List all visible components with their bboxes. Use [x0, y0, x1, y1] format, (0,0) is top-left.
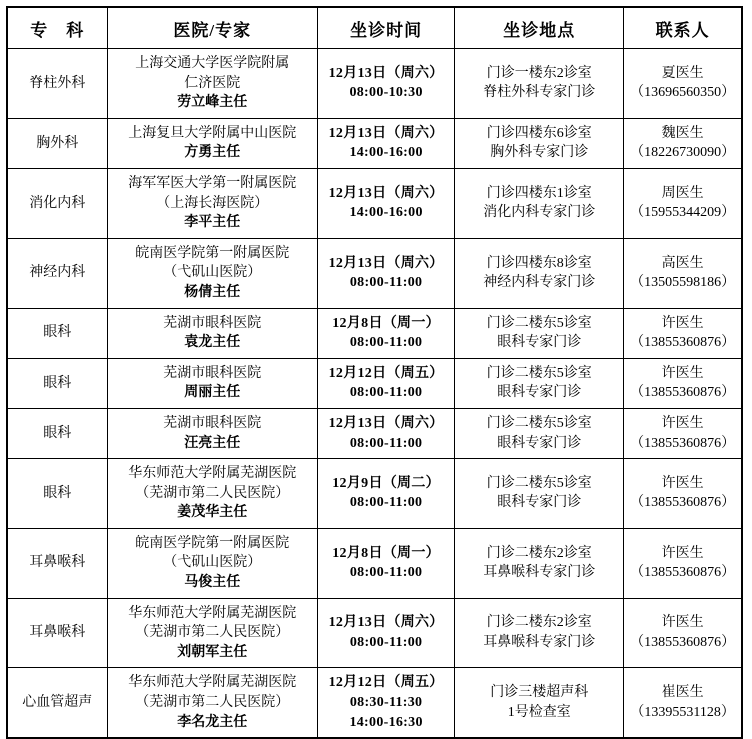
text-line: 门诊一楼东2诊室 [486, 65, 592, 81]
contact-cell [624, 459, 742, 529]
specialty-cell: 耳鼻喉科 [7, 528, 107, 598]
location-cell [455, 459, 624, 529]
column-header-3: 坐诊地点 [455, 7, 624, 49]
text-line: 08:00-11:00 [349, 435, 423, 451]
specialty-cell: 眼科 [7, 408, 107, 458]
text-line: 门诊四楼东6诊室 [486, 125, 592, 141]
location-cell [455, 49, 624, 119]
specialty-cell: 耳鼻喉科 [7, 598, 107, 668]
hospital-expert-cell [107, 598, 317, 668]
hospital-name [110, 244, 315, 283]
contact-cell [624, 238, 742, 308]
location-cell [455, 168, 624, 238]
specialty-cell: 神经内科 [7, 238, 107, 308]
text-line: 眼科专家门诊 [497, 335, 582, 351]
text-line: 周医生 [661, 185, 704, 201]
location-cell [455, 668, 624, 738]
specialty-cell: 眼科 [7, 459, 107, 529]
header-row [7, 7, 742, 49]
text-line: （上海长海医院） [156, 195, 269, 211]
location-cell [455, 408, 624, 458]
text-line: 12月13日（周六） [328, 125, 444, 141]
text-line: （13855360876） [630, 335, 736, 351]
text-line: （芜湖市第二人民医院） [135, 625, 290, 641]
column-header-1: 医院/专家 [107, 7, 317, 49]
specialty-cell: 心血管超声 [7, 668, 107, 738]
hospital-name [110, 673, 315, 712]
text-line: 耳鼻喉科专家门诊 [483, 565, 596, 581]
hospital-expert-cell [107, 168, 317, 238]
table-row [7, 598, 742, 668]
doctor-name: 汪亮主任 [184, 435, 241, 451]
hospital-name [110, 534, 315, 573]
doctor-name: 李名龙主任 [177, 714, 248, 730]
hospital-expert-cell [107, 358, 317, 408]
text-line: 消化内科专家门诊 [483, 205, 596, 221]
text-line: 08:00-11:00 [349, 635, 423, 651]
text-line: （弋矶山医院） [163, 265, 262, 281]
text-line: 许医生 [661, 365, 704, 381]
text-line: （13855360876） [630, 385, 736, 401]
expert-clinic-schedule-table [6, 6, 743, 739]
text-line: （13855360876） [630, 495, 736, 511]
text-line: （13395531128） [630, 704, 735, 720]
text-line: 门诊二楼东5诊室 [486, 415, 592, 431]
hospital-name [110, 604, 315, 643]
column-header-4: 联系人 [624, 7, 742, 49]
table-row [7, 168, 742, 238]
doctor-name: 杨倩主任 [184, 284, 241, 300]
time-cell [317, 528, 454, 598]
text-line: 08:00-11:00 [349, 565, 423, 581]
hospital-name [110, 124, 315, 144]
text-line: （13855360876） [630, 565, 736, 581]
text-line: 08:00-11:00 [349, 335, 423, 351]
time-cell [317, 168, 454, 238]
text-line: （13505598186） [630, 275, 736, 291]
contact-cell [624, 308, 742, 358]
hospital-name [110, 414, 315, 434]
text-line: （13855360876） [630, 635, 736, 651]
text-line: 08:30-11:30 [349, 695, 423, 711]
table-row [7, 238, 742, 308]
hospital-expert-cell [107, 459, 317, 529]
text-line: 许医生 [661, 545, 704, 561]
contact-cell [624, 598, 742, 668]
text-line: 高医生 [661, 255, 704, 271]
time-cell [317, 459, 454, 529]
text-line: 夏医生 [661, 65, 704, 81]
text-line: 许医生 [661, 415, 704, 431]
text-line: 门诊二楼东5诊室 [486, 315, 592, 331]
table-row [7, 118, 742, 168]
text-line: 华东师范大学附属芜湖医院 [128, 466, 297, 482]
time-cell [317, 49, 454, 119]
text-line: 08:00-11:00 [349, 385, 423, 401]
hospital-name [110, 314, 315, 334]
contact-cell [624, 408, 742, 458]
text-line: 眼科专家门诊 [497, 495, 582, 511]
text-line: 门诊三楼超声科 [490, 685, 589, 701]
text-line: 门诊二楼东5诊室 [486, 475, 592, 491]
text-line: 芜湖市眼科医院 [163, 365, 262, 381]
text-line: 12月12日（周五） [328, 675, 444, 691]
text-line: 仁济医院 [184, 75, 241, 91]
table-row [7, 668, 742, 738]
contact-cell [624, 118, 742, 168]
text-line: 芜湖市眼科医院 [163, 315, 262, 331]
time-cell [317, 358, 454, 408]
location-cell [455, 238, 624, 308]
location-cell [455, 118, 624, 168]
text-line: 12月13日（周六） [328, 615, 444, 631]
doctor-name: 周丽主任 [184, 385, 241, 401]
text-line: 12月13日（周六） [328, 255, 444, 271]
text-line: 芜湖市眼科医院 [163, 415, 262, 431]
text-line: 12月8日（周一） [332, 545, 440, 561]
specialty-cell: 消化内科 [7, 168, 107, 238]
table-row [7, 459, 742, 529]
text-line: 12月13日（周六） [328, 185, 444, 201]
specialty-cell: 胸外科 [7, 118, 107, 168]
doctor-name: 劳立峰主任 [177, 95, 248, 111]
text-line: 许医生 [661, 315, 704, 331]
text-line: 海军军医大学第一附属医院 [128, 175, 297, 191]
column-header-0: 专 科 [7, 7, 107, 49]
doctor-name: 姜茂华主任 [177, 505, 248, 521]
text-line: 14:00-16:30 [349, 714, 423, 730]
text-line: 14:00-16:00 [349, 205, 423, 221]
text-line: 华东师范大学附属芜湖医院 [128, 675, 297, 691]
text-line: 上海交通大学医学院附属 [135, 56, 290, 71]
hospital-name [110, 464, 315, 503]
text-line: （弋矶山医院） [163, 555, 262, 571]
text-line: 许医生 [661, 475, 704, 491]
text-line: （芜湖市第二人民医院） [135, 695, 290, 711]
text-line: 上海复旦大学附属中山医院 [128, 125, 297, 141]
text-line: （13696560350） [630, 85, 736, 101]
text-line: （15955344209） [630, 205, 736, 221]
text-line: 魏医生 [661, 125, 704, 141]
text-line: 08:00-11:00 [349, 275, 423, 291]
location-cell [455, 598, 624, 668]
text-line: 崔医生 [661, 685, 704, 701]
text-line: 门诊四楼东1诊室 [486, 185, 592, 201]
time-cell [317, 408, 454, 458]
hospital-name [110, 174, 315, 213]
text-line: （芜湖市第二人民医院） [135, 485, 290, 501]
text-line: 12月12日（周五） [328, 365, 444, 381]
hospital-expert-cell [107, 668, 317, 738]
text-line: 08:00-11:00 [349, 495, 423, 511]
text-line: 门诊二楼东2诊室 [486, 545, 592, 561]
location-cell [455, 528, 624, 598]
contact-cell [624, 168, 742, 238]
text-line: 14:00-16:00 [349, 145, 423, 161]
specialty-cell: 眼科 [7, 308, 107, 358]
hospital-expert-cell [107, 49, 317, 119]
text-line: 08:00-10:30 [349, 85, 423, 101]
hospital-name [110, 54, 315, 93]
doctor-name: 方勇主任 [184, 145, 241, 161]
text-line: 耳鼻喉科专家门诊 [483, 635, 596, 651]
contact-cell [624, 668, 742, 738]
time-cell [317, 238, 454, 308]
time-cell [317, 598, 454, 668]
doctor-name: 袁龙主任 [184, 335, 241, 351]
text-line: 12月9日（周二） [332, 475, 440, 491]
contact-cell [624, 49, 742, 119]
text-line: 皖南医学院第一附属医院 [135, 245, 290, 261]
table-row [7, 408, 742, 458]
hospital-expert-cell [107, 408, 317, 458]
text-line: 门诊四楼东8诊室 [486, 255, 592, 271]
table-body [7, 49, 742, 739]
text-line: 华东师范大学附属芜湖医院 [128, 605, 297, 621]
location-cell [455, 358, 624, 408]
location-cell [455, 308, 624, 358]
hospital-expert-cell [107, 238, 317, 308]
doctor-name: 马俊主任 [184, 575, 241, 591]
text-line: 胸外科专家门诊 [490, 145, 589, 161]
contact-cell [624, 358, 742, 408]
text-line: 眼科专家门诊 [497, 385, 582, 401]
text-line: 神经内科专家门诊 [483, 275, 596, 291]
text-line: （18226730090） [630, 145, 736, 161]
text-line: 眼科专家门诊 [497, 435, 582, 451]
table-row [7, 528, 742, 598]
text-line: 12月13日（周六） [328, 415, 444, 431]
text-line: （13855360876） [630, 435, 736, 451]
contact-cell [624, 528, 742, 598]
doctor-name: 李平主任 [184, 215, 241, 231]
hospital-name [110, 364, 315, 384]
specialty-cell: 眼科 [7, 358, 107, 408]
table-row [7, 308, 742, 358]
text-line: 1号检查室 [507, 704, 571, 720]
time-cell [317, 118, 454, 168]
doctor-name: 刘朝军主任 [177, 644, 248, 660]
time-cell [317, 308, 454, 358]
text-line: 12月13日（周六） [328, 65, 444, 81]
specialty-cell: 脊柱外科 [7, 49, 107, 119]
time-cell [317, 668, 454, 738]
table-row [7, 358, 742, 408]
column-header-2: 坐诊时间 [317, 7, 454, 49]
text-line: 皖南医学院第一附属医院 [135, 535, 290, 551]
hospital-expert-cell [107, 118, 317, 168]
text-line: 许医生 [661, 615, 704, 631]
text-line: 门诊二楼东5诊室 [486, 365, 592, 381]
text-line: 门诊二楼东2诊室 [486, 615, 592, 631]
text-line: 12月8日（周一） [332, 315, 440, 331]
hospital-expert-cell [107, 528, 317, 598]
table-row [7, 49, 742, 119]
text-line: 脊柱外科专家门诊 [483, 85, 596, 101]
hospital-expert-cell [107, 308, 317, 358]
